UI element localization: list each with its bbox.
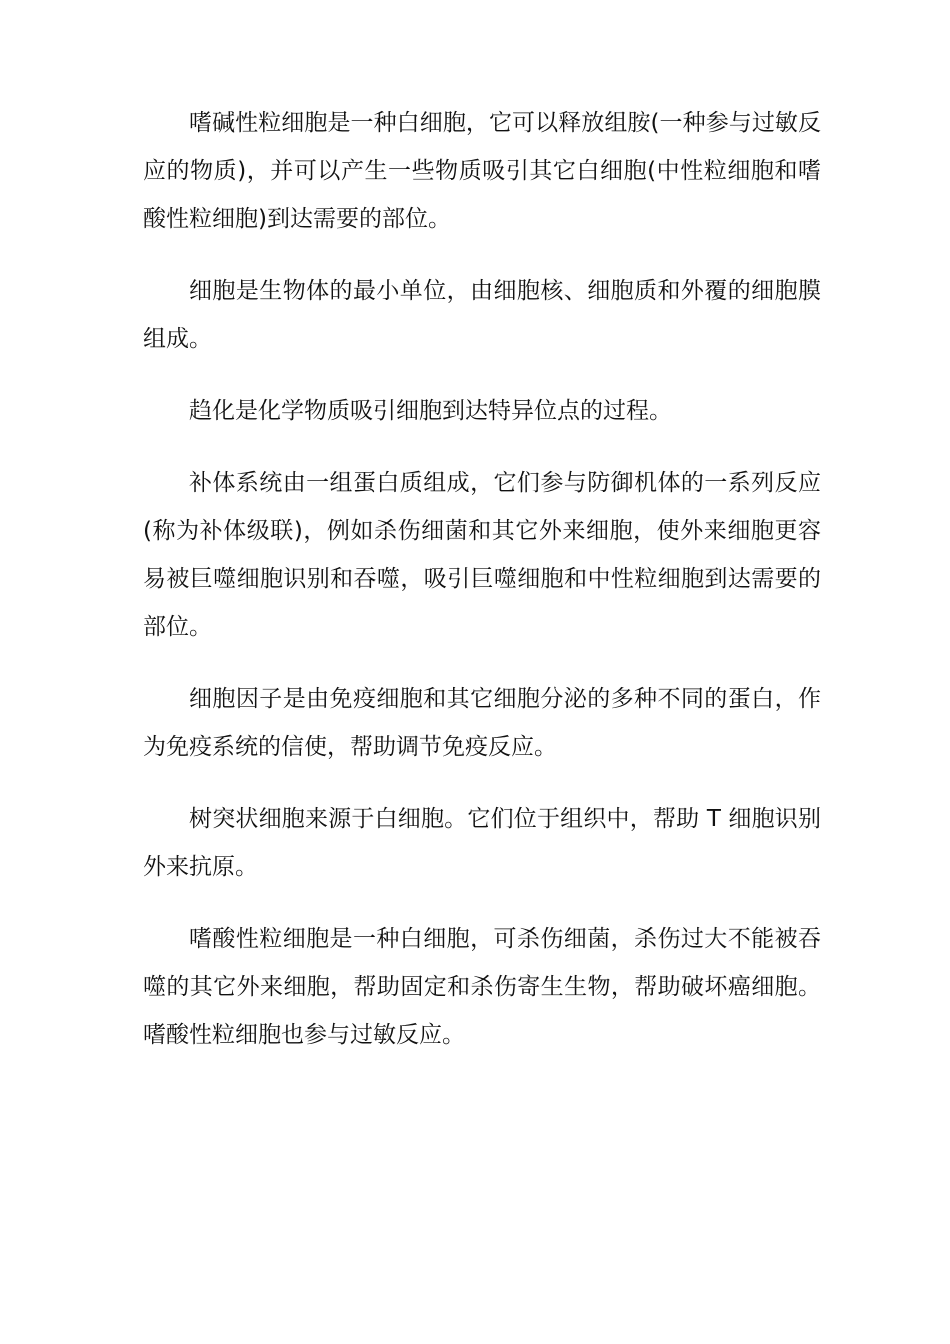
paragraph-eosinophil: 嗜酸性粒细胞是一种白细胞，可杀伤细菌，杀伤过大不能被吞噬的其它外来细胞，帮助固定和杀伤寄生生物，帮助破坏癌细胞。嗜酸性粒细胞也参与过敏反应。 [143,926,821,1048]
paragraph-chemotaxis: 趋化是化学物质吸引细胞到达特异位点的过程。 [189,398,672,424]
paragraph-basophil: 嗜碱性粒细胞是一种白细胞，它可以释放组胺(一种参与过敏反应的物质)，并可以产生一些物质吸引其它白细胞(中性粒细胞和嗜酸性粒细胞)到达需要的部位。 [143,110,821,232]
document-body [143,99,821,1083]
paragraph-dendritic-cell: 树突状细胞来源于白细胞。它们位于组织中，帮助 T 细胞识别外来抗原。 [143,806,821,880]
paragraph-cell: 细胞是生物体的最小单位，由细胞核、细胞质和外覆的细胞膜组成。 [143,278,821,352]
paragraph-cytokine: 细胞因子是由免疫细胞和其它细胞分泌的多种不同的蛋白，作为免疫系统的信使，帮助调节免疫反应。 [143,686,821,760]
paragraph-complement-system: 补体系统由一组蛋白质组成，它们参与防御机体的一系列反应(称为补体级联)，例如杀伤细菌和其它外来细胞，使外来细胞更容易被巨噬细胞识别和吞噬，吸引巨噬细胞和中性粒细胞到达需要的部位。 [143,470,821,640]
